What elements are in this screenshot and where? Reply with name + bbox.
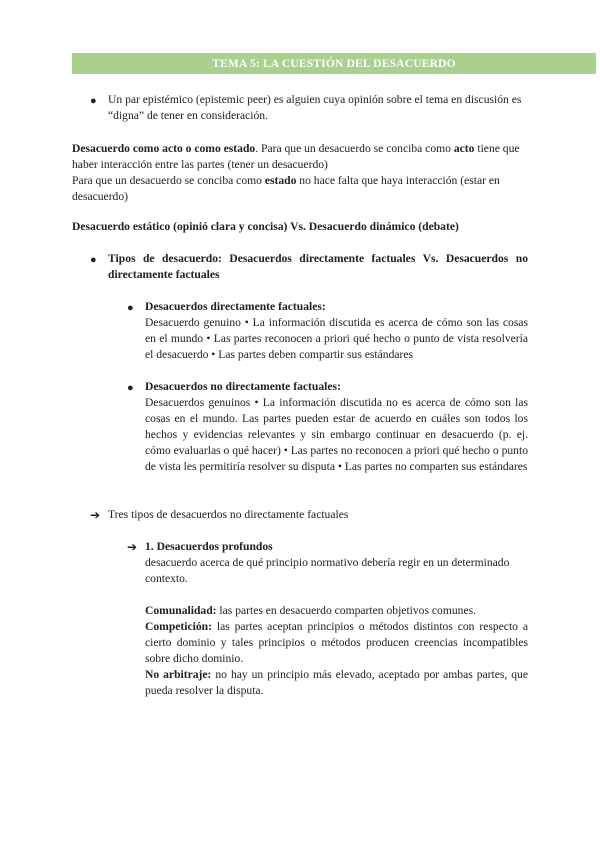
estatico-dinamico-heading [72, 219, 532, 235]
comunalidad-text: las partes en desacuerdo comparten objetivos comunes. [216, 604, 476, 617]
acto-text-b: tiene que haber interacción entre las partes (tener un desacuerdo) [72, 142, 520, 171]
acto-bold: acto [453, 142, 475, 155]
profundos-features [145, 603, 528, 699]
estado-bold: estado [264, 174, 297, 187]
estatico-dinamico-text: Desacuerdo estático (opinió clara y concisa) Vs. Desacuerdo dinámico (debate) [72, 220, 459, 233]
arrow-icon: ➔ [127, 540, 138, 554]
acto-text-a: . Para que un desacuerdo se conciba como [255, 142, 454, 155]
comunalidad-item [145, 603, 528, 619]
no-directos-section [145, 379, 528, 475]
arrow-icon: ➔ [90, 508, 101, 522]
directos-section [145, 299, 528, 363]
competicion-label: Competición: [145, 620, 212, 633]
arbitraje-text: no hay un principio más elevado, aceptado por ambas partes, que pueda resolver la disputa. [145, 668, 528, 697]
acto-estado-paragraph [72, 141, 527, 205]
bullet-icon: ● [90, 254, 97, 266]
bullet-icon: ● [90, 95, 97, 107]
arbitraje-item [145, 667, 528, 699]
competicion-item [145, 619, 528, 667]
estado-text-b: no hace falta que haya interacción (estar en desacuerdo) [72, 174, 500, 203]
tres-tipos-line: Tres tipos de desacuerdos no directamente factuales [108, 508, 349, 521]
estado-text-a: Para que un desacuerdo se conciba como [72, 174, 265, 187]
bullet-icon: ● [127, 382, 134, 394]
comunalidad-label: Comunalidad: [145, 604, 217, 617]
no-directos-heading: Desacuerdos no directamente factuales: [145, 380, 341, 393]
directos-text: Desacuerdo genuino • La información discutida es acerca de cómo son las cosas en el mundo • Las partes reconocen a priori qué hecho o punto de vista resolvería el desacuerdo • Las partes deben compartir sus estándares [145, 316, 528, 361]
no-directos-text: Desacuerdos genuinos • La información discutida no es acerca de cómo son las cosas en el mundo. Las partes pueden estar de acuerdo en cuáles son todos los hechos y evidencias relevantes y sin embargo continuar en desacuerdo (p. ej. cómo evaluarlas o qué hacer) • Las partes no reconocen a priori qué hecho o punto de vista les permitiría resolver su disputa • Las partes no comparten sus estándares [145, 396, 528, 473]
arbitraje-label: No arbitraje: [145, 668, 212, 681]
page-title: TEMA 5: LA CUESTIÓN DEL DESACUERDO [72, 53, 596, 74]
profundos-heading: 1. Desacuerdos profundos [145, 540, 273, 553]
intro-paragraph: Un par epistémico (epistemic peer) es alguien cuya opinión sobre el tema en discusión es “digna” de tener en consideración. [108, 93, 522, 122]
profundos-text: desacuerdo acerca de qué principio normativo debería regir en un determinado contexto. [145, 556, 510, 585]
directos-heading: Desacuerdos directamente factuales: [145, 300, 326, 313]
competicion-text: las partes aceptan principios o métodos distintos con respecto a cierto dominio y tales principios o métodos producen creencias incompatibles sobre dicho dominio. [145, 620, 528, 665]
profundos-section [145, 539, 528, 587]
tipos-heading [108, 251, 528, 283]
bullet-icon: ● [127, 302, 134, 314]
acto-estado-heading: Desacuerdo como acto o como estado [72, 142, 256, 155]
tipos-heading-text: Tipos de desacuerdo: Desacuerdos directamente factuales Vs. Desacuerdos no directamente factuales [108, 252, 528, 281]
